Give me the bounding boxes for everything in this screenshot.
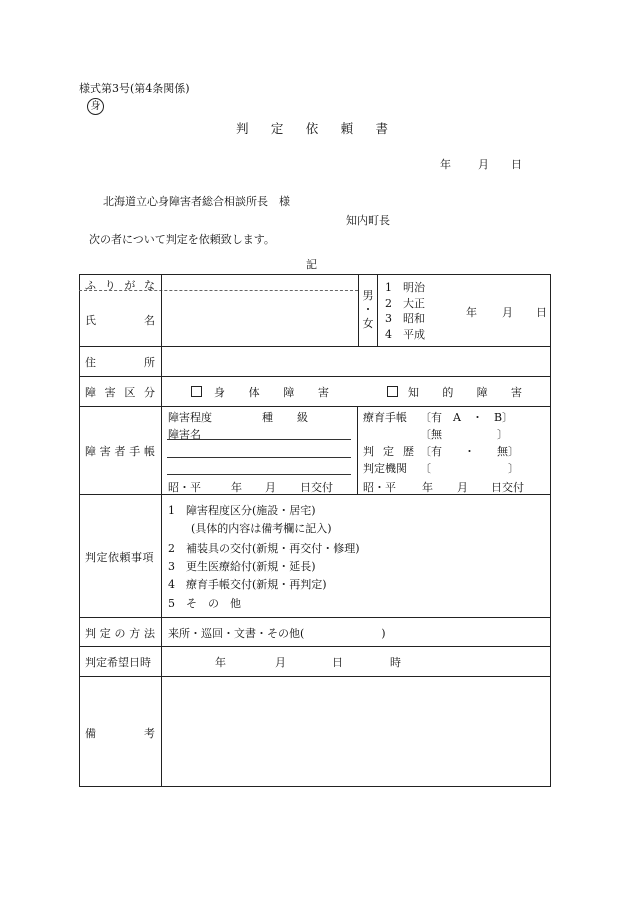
- label-char: 定: [383, 445, 394, 458]
- remarks-field[interactable]: [163, 678, 549, 785]
- sex-label: [359, 289, 377, 331]
- row-divider: [79, 406, 551, 407]
- request-item-4[interactable]: 4 療育手帳交付(新規・再判定): [168, 578, 327, 591]
- document-title: [236, 119, 388, 137]
- sex-separator: ・: [362, 303, 374, 316]
- row-divider: [79, 617, 551, 618]
- option-char: 知: [408, 386, 419, 399]
- label-char: 氏: [85, 314, 96, 327]
- label-char: 区: [124, 386, 136, 399]
- label-char: 名: [144, 314, 155, 327]
- record-mark: 記: [306, 258, 317, 271]
- name-label: [85, 312, 155, 328]
- history-label: [363, 443, 414, 459]
- handbook-grade: 級: [297, 411, 308, 424]
- hope-month: 月: [275, 656, 286, 669]
- label-char: 方: [129, 627, 141, 640]
- intro-text: 次の者について判定を依頼致します。: [89, 233, 275, 246]
- request-item-2[interactable]: 2 補装具の交付(新規・再交付・修理): [168, 542, 360, 555]
- furigana-label: [85, 277, 155, 293]
- handbook-kind: 種: [262, 411, 273, 424]
- address-label: [85, 354, 155, 370]
- request-item-5[interactable]: 5 そ の 他: [168, 597, 241, 610]
- physical-checkbox[interactable]: [191, 386, 202, 397]
- birth-year: 年: [466, 306, 477, 319]
- row-divider: [79, 376, 551, 377]
- disease-line-3[interactable]: [167, 474, 351, 475]
- option-char: 身: [214, 386, 225, 399]
- title-char: 定: [270, 121, 284, 136]
- label-char: 考: [144, 727, 155, 740]
- ryoiku-none[interactable]: 〔無 〕: [420, 428, 508, 441]
- label-char: 分: [143, 386, 155, 399]
- label-char: 害: [104, 386, 116, 399]
- agency-label: 判定機関: [363, 462, 407, 475]
- handbook-degree: 障害程度: [168, 411, 212, 424]
- title-char: 依: [305, 121, 319, 136]
- era-taisho[interactable]: 2 大正: [385, 296, 425, 310]
- sex-male[interactable]: 男: [362, 289, 374, 302]
- category-label: [85, 384, 155, 400]
- handbook-issued: 日交付: [300, 481, 333, 494]
- ryoiku-has[interactable]: 〔有 A ・ B〕: [420, 411, 514, 424]
- label-char: 障: [85, 445, 96, 458]
- label-char: 歴: [403, 445, 414, 458]
- label-char: が: [124, 279, 136, 292]
- handbook-month: 月: [265, 481, 276, 494]
- addressee: 北海道立心身障害者総合相談所長 様: [103, 195, 290, 208]
- era-showa[interactable]: 3 昭和: [385, 312, 425, 325]
- label-char: ふ: [85, 279, 96, 292]
- request-label: 判定依頼事項: [85, 551, 154, 564]
- handbook-column-divider: [357, 406, 358, 494]
- history-value[interactable]: 〔有 ・ 無〕: [420, 445, 519, 458]
- row-divider: [79, 676, 551, 677]
- era-heisei[interactable]: 4 平成: [385, 327, 425, 341]
- request-item-1[interactable]: 1 障害程度区分(施設・居宅): [168, 504, 316, 517]
- remarks-label: [85, 725, 155, 741]
- title-char: 書: [375, 121, 388, 136]
- birth-day: 日: [536, 306, 547, 319]
- label-char: 判: [363, 445, 374, 458]
- option-char: 害: [510, 386, 522, 399]
- label-char: 害: [99, 445, 111, 458]
- handbook-year: 年: [231, 481, 242, 494]
- method-value[interactable]: 来所・巡回・文書・その他( ): [168, 627, 386, 640]
- option-char: 害: [317, 386, 329, 399]
- birth-month: 月: [502, 306, 513, 319]
- hope-label: 判定希望日時: [85, 656, 151, 669]
- disease-line-1[interactable]: [167, 439, 351, 440]
- seal-mark: 身: [87, 98, 104, 115]
- ryoiku-year: 年: [422, 481, 433, 494]
- sender: 知内町長: [346, 214, 390, 227]
- label-char: 帳: [144, 445, 155, 458]
- method-label: [85, 625, 155, 641]
- label-char: 定: [99, 627, 111, 640]
- intellectual-checkbox[interactable]: [387, 386, 398, 397]
- hope-year: 年: [215, 656, 226, 669]
- date-day: 日: [511, 158, 522, 171]
- era-meiji[interactable]: 1 明治: [385, 281, 425, 294]
- label-char: 手: [129, 445, 141, 458]
- label-char: 者: [114, 445, 126, 458]
- disease-line-2[interactable]: [167, 457, 351, 458]
- date-month: 月: [478, 158, 489, 171]
- ryoiku-era: 昭・平: [363, 481, 396, 494]
- label-char: り: [104, 279, 116, 292]
- handbook-era: 昭・平: [168, 481, 201, 494]
- era-options: [385, 280, 425, 342]
- row-divider: [79, 646, 551, 647]
- label-char: 法: [144, 627, 155, 640]
- date-year: 年: [440, 158, 451, 171]
- ryoiku-issued: 日交付: [491, 481, 524, 494]
- label-char: 備: [85, 727, 96, 740]
- form-number: 様式第3号(第4条関係): [79, 82, 190, 95]
- label-column-divider: [161, 274, 162, 787]
- label-char: 障: [85, 386, 96, 399]
- title-char: 判: [236, 121, 249, 136]
- era-column-divider: [377, 274, 378, 346]
- label-char: な: [143, 279, 155, 292]
- label-char: 所: [144, 356, 155, 369]
- category-intellectual: [408, 384, 522, 400]
- option-char: 的: [442, 386, 454, 399]
- ryoiku-month: 月: [457, 481, 468, 494]
- request-item-3[interactable]: 3 更生医療給付(新規・延長): [168, 560, 316, 573]
- hope-day: 日: [332, 656, 343, 669]
- category-physical: [214, 384, 329, 400]
- option-char: 障: [283, 386, 295, 399]
- agency-value[interactable]: 〔 〕: [420, 462, 519, 475]
- row-divider: [79, 346, 551, 347]
- label-char: の: [114, 627, 126, 640]
- option-char: 障: [476, 386, 488, 399]
- option-char: 体: [248, 386, 260, 399]
- label-char: 判: [85, 627, 96, 640]
- handbook-disease: 障害名: [168, 428, 201, 441]
- label-char: 住: [85, 356, 96, 369]
- sex-female[interactable]: 女: [362, 317, 374, 330]
- ryoiku-label: 療育手帳: [363, 411, 407, 424]
- hope-hour: 時: [390, 656, 401, 669]
- handbook-label: [85, 443, 155, 459]
- title-char: 頼: [340, 121, 354, 136]
- request-item-1-note: (具体的内容は備考欄に記入): [180, 522, 332, 535]
